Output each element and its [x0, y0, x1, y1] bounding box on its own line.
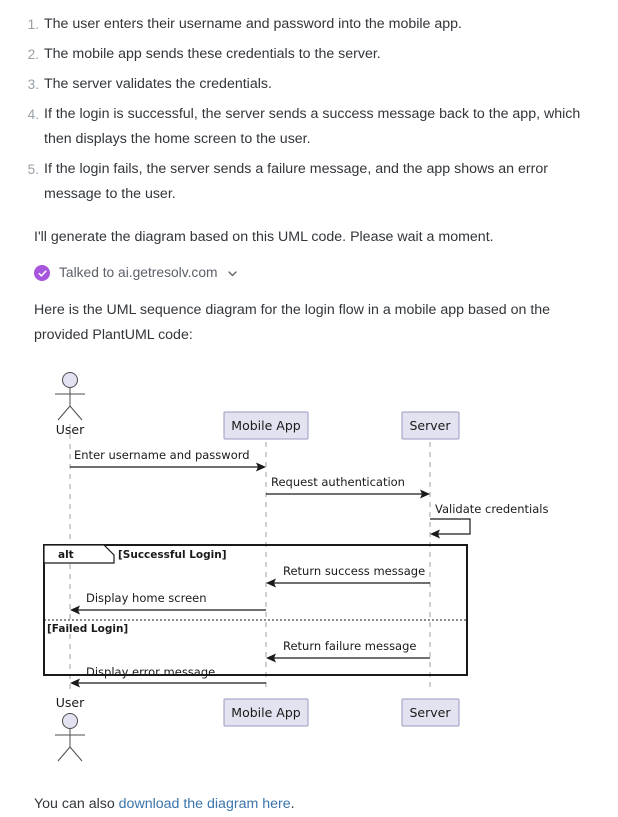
message-label: Display home screen — [86, 591, 207, 605]
download-prefix: You can also — [34, 796, 119, 812]
alt-fragment — [44, 545, 467, 688]
participant-box-mobile-app-top — [224, 412, 308, 439]
download-suffix: . — [290, 796, 295, 812]
numbered-steps-list — [0, 0, 618, 207]
chevron-down-icon[interactable] — [227, 268, 238, 279]
alt-keyword-label: alt — [58, 549, 74, 561]
message-label: Display error message — [86, 665, 216, 679]
tool-call-label: Talked to ai.getresolv.com — [59, 265, 218, 280]
message-return-failure-message — [266, 639, 430, 663]
message-label: Enter username and password — [74, 448, 250, 462]
message-return-success-message — [266, 564, 430, 588]
message-display-error-message — [70, 665, 266, 688]
actor-user-bottom — [55, 695, 85, 761]
message-label: Validate credentials — [435, 502, 549, 516]
list-item: The user enters their username and password into the mobile app. — [44, 16, 462, 32]
participant-label-server-top: Server — [409, 418, 451, 433]
participant-label-server-bottom: Server — [409, 705, 451, 720]
message-label: Request authentication — [271, 475, 405, 489]
message-request-authentication — [266, 475, 430, 499]
message-display-home-screen — [70, 591, 266, 615]
list-item: The mobile app sends these credentials to the server. — [44, 46, 381, 62]
participant-box-server-bottom — [402, 699, 459, 726]
actor-user-top — [55, 373, 85, 438]
actor-label-user-bottom: User — [55, 695, 85, 710]
download-diagram-link[interactable]: download the diagram here — [118, 796, 291, 812]
alt-guard-label-1: [Successful Login] — [118, 549, 227, 561]
message-label: Return success message — [283, 564, 426, 578]
list-item: The server validates the credentials. — [44, 76, 272, 92]
generating-message: I'll generate the diagram based on this UML code. Please wait a moment. — [34, 229, 494, 245]
message-validate-credentials — [430, 502, 548, 539]
uml-sequence-diagram — [0, 348, 618, 782]
tool-call-row[interactable] — [0, 250, 618, 286]
check-circle-icon — [34, 265, 50, 281]
alt-guard-label-2: [Failed Login] — [47, 623, 129, 635]
message-enter-username-and-password — [70, 448, 266, 472]
list-item: If the login is successful, the server sends a success message back to the app, which then displays the home screen to the user. — [44, 106, 581, 147]
participant-label-mobile-app-bottom: Mobile App — [231, 705, 301, 720]
uml-svg — [0, 362, 600, 782]
participant-label-mobile-app-top: Mobile App — [231, 418, 301, 433]
list-item: If the login fails, the server sends a failure message, and the app shows an error message to the user. — [44, 161, 548, 202]
participant-box-mobile-app-bottom — [224, 699, 308, 726]
message-label: Return failure message — [283, 639, 417, 653]
actor-label-user-top: User — [55, 422, 85, 437]
download-paragraph — [0, 782, 618, 817]
participant-box-server-top — [402, 412, 459, 439]
intro-paragraph: Here is the UML sequence diagram for the login flow in a mobile app based on the provided PlantUML code: — [34, 302, 551, 343]
